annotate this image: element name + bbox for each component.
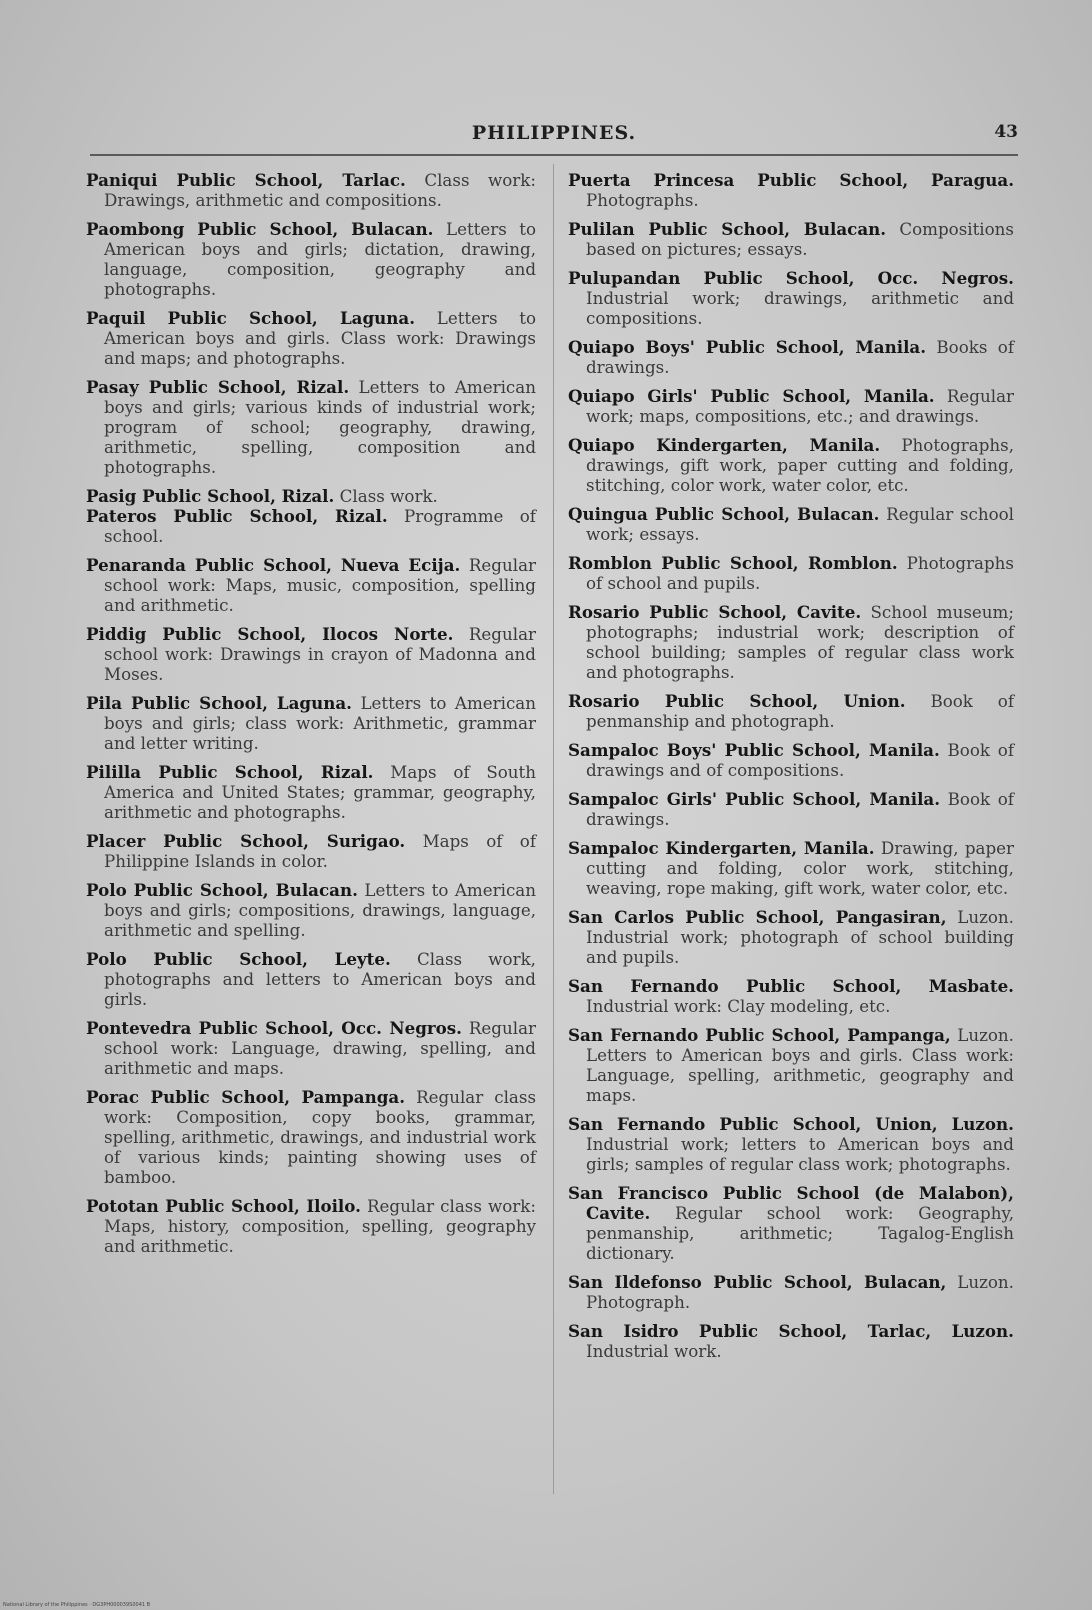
entry-description: Maps of of Philippine Islands in color. (104, 831, 536, 871)
directory-entry (86, 693, 536, 753)
school-name: Sampaloc Girls' Public School, Manila. (568, 789, 941, 809)
left-column (86, 170, 536, 1265)
directory-entry (568, 268, 1014, 328)
school-name: San Francisco Public School (de Malabon), Cavite. (568, 1183, 1014, 1223)
entry-description: Class work: Drawings, arithmetic and compositions. (104, 170, 536, 210)
directory-entry (86, 949, 536, 1009)
entry-description: Regular school work: Language, drawing, spelling, and arithmetic and maps. (104, 1018, 536, 1078)
school-name: Pulilan Public School, Bulacan. (568, 219, 887, 239)
entry-description: Book of drawings and of compositions. (586, 740, 1014, 780)
school-name: Sampaloc Kindergarten, Manila. (568, 838, 875, 858)
directory-entry (86, 219, 536, 299)
entry-description: Photographs. (586, 190, 699, 210)
school-name: San Ildefonso Public School, Bulacan, (568, 1272, 947, 1292)
entry-description: Maps of South America and United States; grammar, geography, arithmetic and photographs. (104, 762, 536, 822)
directory-entry (86, 831, 536, 871)
school-name: Porac Public School, Pampanga. (86, 1087, 406, 1107)
school-name: Quiapo Girls' Public School, Manila. (568, 386, 935, 406)
school-name: Polo Public School, Leyte. (86, 949, 391, 969)
running-head: PHILIPPINES. (471, 122, 637, 144)
entry-description: Industrial work: Clay modeling, etc. (586, 996, 891, 1016)
school-name: San Fernando Public School, Pampanga, (568, 1025, 951, 1045)
directory-entry (568, 976, 1014, 1016)
entry-description: Letters to American boys and girls; compositions, drawings, language, arithmetic and spelling. (104, 880, 536, 940)
school-name: Romblon Public School, Romblon. (568, 553, 898, 573)
school-name: Pililla Public School, Rizal. (86, 762, 374, 782)
school-name: Polo Public School, Bulacan. (86, 880, 358, 900)
school-name: Puerta Princesa Public School, Paragua. (568, 170, 1014, 190)
school-name: San Isidro Public School, Tarlac, Luzon. (568, 1321, 1014, 1341)
directory-entry (568, 219, 1014, 259)
entry-description: Photographs, drawings, gift work, paper cutting and folding, stitching, color work, water color, etc. (586, 435, 1014, 495)
directory-entry (568, 602, 1014, 682)
entry-description: Book of penmanship and photograph. (586, 691, 1014, 731)
directory-entry (86, 1087, 536, 1187)
directory-entry (86, 170, 536, 210)
directory-entry (568, 435, 1014, 495)
directory-entry (86, 1018, 536, 1078)
entry-description: Industrial work; drawings, arithmetic and compositions. (586, 288, 1014, 328)
entry-description: Regular school work: Geography, penmanship, arithmetic; Tagalog-English dictionary. (586, 1203, 1014, 1263)
school-name: Paquil Public School, Laguna. (86, 308, 416, 328)
entry-description: Letters to American boys and girls; various kinds of industrial work; program of school; geography, drawing, arithmetic, spelling, composition and photographs. (104, 377, 536, 477)
directory-entry (568, 1272, 1014, 1312)
right-column (568, 170, 1014, 1370)
school-name: Piddig Public School, Ilocos Norte. (86, 624, 454, 644)
entry-description: Regular school work: Maps, music, composition, spelling and arithmetic. (104, 555, 536, 615)
school-name: Rosario Public School, Union. (568, 691, 906, 711)
entry-description: Letters to American boys and girls; dictation, drawing, language, composition, geography and photographs. (104, 219, 536, 299)
entry-description: Regular school work: Drawings in crayon of Madonna and Moses. (104, 624, 536, 684)
entry-description: Industrial work; letters to American boys and girls; samples of regular class work; photographs. (586, 1134, 1014, 1174)
entry-description: Luzon. Photograph. (586, 1272, 1014, 1312)
school-name: San Carlos Public School, Pangasiran, (568, 907, 947, 927)
directory-entry (568, 386, 1014, 426)
directory-entry (568, 553, 1014, 593)
entry-description: Regular class work: Maps, history, composition, spelling, geography and arithmetic. (104, 1196, 536, 1256)
directory-entry (86, 377, 536, 477)
entry-description: Luzon. Letters to American boys and girls. Class work: Language, spelling, arithmetic, geography and maps. (586, 1025, 1014, 1105)
directory-entry (86, 555, 536, 615)
directory-entry (86, 624, 536, 684)
directory-entry (568, 907, 1014, 967)
entry-description: Class work, photographs and letters to American boys and girls. (104, 949, 536, 1009)
directory-entry (568, 1025, 1014, 1105)
directory-entry (568, 170, 1014, 210)
school-name: Pasig Public School, Rizal. (86, 486, 335, 506)
entry-description: Letters to American boys and girls; class work: Arithmetic, grammar and letter writing. (104, 693, 536, 753)
school-name: Penaranda Public School, Nueva Ecija. (86, 555, 461, 575)
school-name: Pasay Public School, Rizal. (86, 377, 350, 397)
entry-description: Class work. (339, 486, 438, 506)
column-divider (553, 164, 554, 1494)
directory-entry (86, 762, 536, 822)
school-name: Placer Public School, Surigao. (86, 831, 406, 851)
directory-entry (568, 691, 1014, 731)
directory-entry (568, 740, 1014, 780)
entry-description: Regular school work; essays. (586, 504, 1014, 544)
school-name: Pototan Public School, Iloilo. (86, 1196, 361, 1216)
school-name: San Fernando Public School, Union, Luzon. (568, 1114, 1014, 1134)
directory-entry (568, 1321, 1014, 1361)
school-name: Pila Public School, Laguna. (86, 693, 352, 713)
directory-entry (568, 337, 1014, 377)
entry-description: School museum; photographs; industrial work; description of school building; samples of regular class work and photographs. (586, 602, 1014, 682)
entry-description: Compositions based on pictures; essays. (586, 219, 1014, 259)
school-name: Quiapo Kindergarten, Manila. (568, 435, 881, 455)
entry-description: Programme of school. (104, 506, 536, 546)
scan-credit: National Library of the Philippines · DG3PH000039S0041 B (3, 1602, 151, 1608)
school-name: Paniqui Public School, Tarlac. (86, 170, 406, 190)
directory-entry (568, 789, 1014, 829)
directory-entry (86, 1196, 536, 1256)
school-name: San Fernando Public School, Masbate. (568, 976, 1014, 996)
page-header (90, 118, 1018, 152)
entry-description: Photographs of school and pupils. (586, 553, 1014, 593)
entry-description: Drawing, paper cutting and folding, color work, stitching, weaving, rope making, gift work, water color, etc. (586, 838, 1014, 898)
header-rule (90, 154, 1018, 156)
school-name: Pateros Public School, Rizal. (86, 506, 388, 526)
school-name: Quingua Public School, Bulacan. (568, 504, 880, 524)
directory-entry (86, 880, 536, 940)
entry-description: Luzon. Industrial work; photograph of school building and pupils. (586, 907, 1014, 967)
school-name: Quiapo Boys' Public School, Manila. (568, 337, 927, 357)
school-name: Paombong Public School, Bulacan. (86, 219, 434, 239)
entry-description: Books of drawings. (586, 337, 1014, 377)
school-name: Rosario Public School, Cavite. (568, 602, 862, 622)
directory-entry (568, 504, 1014, 544)
directory-entry (86, 506, 536, 546)
entry-description: Letters to American boys and girls. Class work: Drawings and maps; and photographs. (104, 308, 536, 368)
page-number: 43 (994, 122, 1018, 142)
school-name: Pulupandan Public School, Occ. Negros. (568, 268, 1014, 288)
directory-entry (568, 1183, 1014, 1263)
directory-entry (568, 838, 1014, 898)
school-name: Sampaloc Boys' Public School, Manila. (568, 740, 940, 760)
directory-entry (86, 486, 536, 506)
directory-entry (86, 308, 536, 368)
entry-description: Regular class work: Composition, copy books, grammar, spelling, arithmetic, drawings, and industrial work of various kinds; painting showing uses of bamboo. (104, 1087, 537, 1187)
entry-description: Regular work; maps, compositions, etc.; and drawings. (586, 386, 1014, 426)
entry-description: Industrial work. (586, 1341, 722, 1361)
directory-entry (568, 1114, 1014, 1174)
school-name: Pontevedra Public School, Occ. Negros. (86, 1018, 462, 1038)
entry-description: Book of drawings. (586, 789, 1014, 829)
